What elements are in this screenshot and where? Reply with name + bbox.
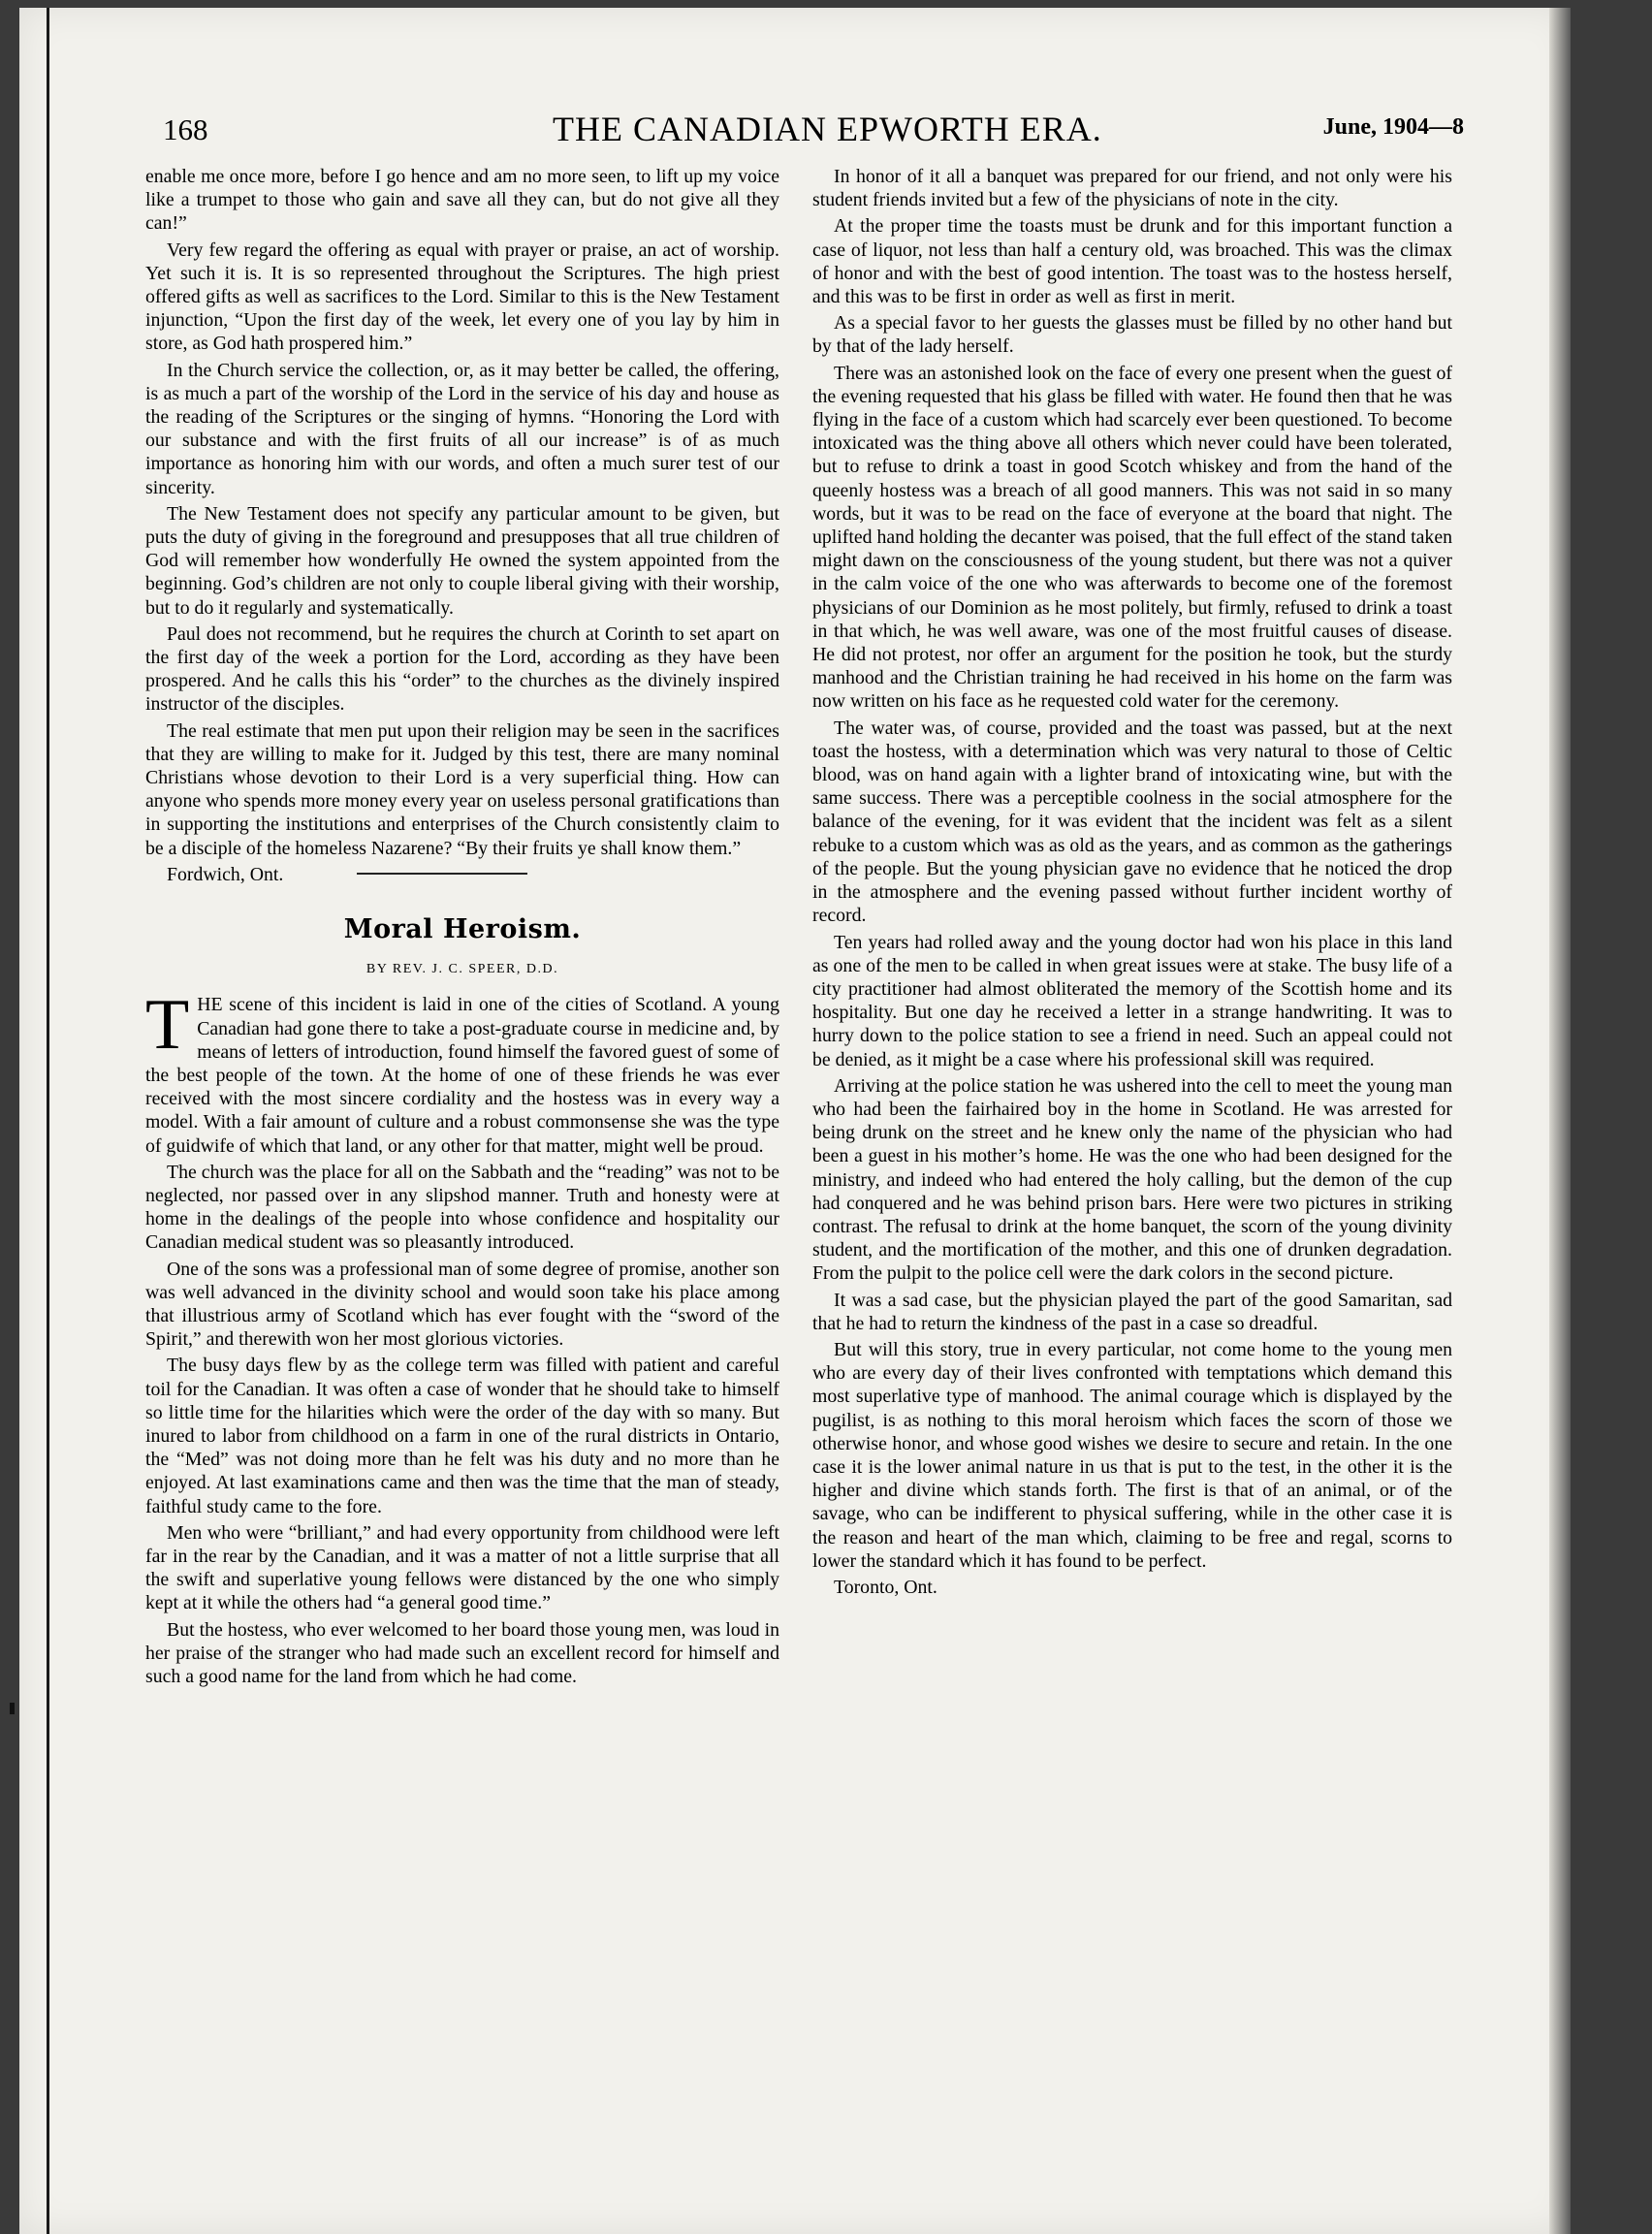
issue-date: June, 1904—8 [1322,114,1464,140]
divider-rule [357,873,527,875]
byline: BY REV. J. C. SPEER, D.D. [365,962,559,977]
page-number: 168 [163,112,208,146]
paragraph: Ten years had rolled away and the young doctor had won his place in this land as one of the men to be called in when great issues were at stake. The busy life of a city practitioner had almost obliterated the memory of the Scottish home and its hospitality. But one day he received a letter in a strange handwriting. It was to hurry down to the police station to see a friend in need. Such an appeal could not be denied, as it might be a case where his professional skill was required. [812,931,1452,1070]
left-column [145,165,779,1691]
article-title: Moral Heroism. [343,914,582,945]
paragraph: Arriving at the police station he was ushered into the cell to meet the young man who had been the fairhaired boy in the home in Scotland. He was arrested for being drunk on the street and he knew only the name of the physician who had been a guest in his mother’s home. He was the one who had been designed for the ministry, and indeed who had entered the holy calling, but the demon of the cup had conquered and he was behind prison bars. Here were two pictures in striking contrast. The refusal to drink at the home banquet, the scorn of the young divinity student, and the mortification of the mother, and this one of drunken degradation. From the pulpit to the police cell were the dark colors in the second picture. [812,1074,1452,1285]
paragraph: As a special favor to her guests the glasses must be filled by no other hand but by that of the lady herself. [812,312,1452,358]
paragraph: In honor of it all a banquet was prepared for our friend, and not only were his student friends invited but a few of the physicians of note in the city. [812,166,1452,211]
drop-cap: T [145,985,190,1066]
signoff: Fordwich, Ont. [167,863,284,885]
paragraph: But will this story, true in every particular, not come home to the young men who are every day of their lives confronted with temptations which demand this most superlative type of manhood. The animal courage which is displayed by the pugilist, is as nothing to this moral heroism which faces the scorn of those we otherwise honor, and whose good wishes we desire to secure and retain. In the one case it is the lower animal nature in us that is put to the test, in the other it is the higher and divine which stands forth. The first is that of an animal, or of the savage, who can be indifferent to physical suffering, while in the other case it is the reason and heart of the man which, claiming to be free and regal, scorns to lower the standard which it has found to be perfect. [812,1338,1452,1572]
paragraph: The New Testament does not specify any particular amount to be given, but puts the duty of giving in the foreground and presupposes that all true children of God will remember how wonderfully He owned the system appointed from the beginning. God’s children are not only to couple liberal giving with their worship, but to do it regularly and systematically. [145,502,779,619]
paragraph: enable me once more, before I go hence and am no more seen, to lift up my voice like a trumpet to those who gain and save all they can, but do not give all they can!” [145,166,779,235]
paragraph: One of the sons was a professional man of some degree of promise, another son was well advanced in the divinity school and would soon take his place among that illustrious army of Scotland which has ever fought with the “sword of the Spirit,” and therewith won her most glorious victories. [145,1258,779,1351]
paragraph: The church was the place for all on the Sabbath and the “reading” was not to be neglected, nor passed over in any slipshod manner. Truth and honesty were at home in the dealings of the people into whose confidence and hospitality our Canadian medical student was so pleasantly introduced. [145,1161,779,1254]
page-header [145,105,1464,153]
paragraph: In the Church service the collection, or, as it may better be called, the offering, is as much a part of the worship of the Lord in the service of his day and house as the reading of the Scriptures or the singing of hymns. “Honoring the Lord with our substance and with the first fruits of all our increase” is of as much importance as honoring him with our words, and often a much surer test of our sincerity. [145,359,779,498]
right-column [812,165,1452,1599]
page-edge-shadow [1549,8,1571,2234]
paragraph: But the hostess, who ever welcomed to her board those young men, was loud in her praise of the stranger who had made such an excellent record for himself and such a good name for the land from which he had come. [145,1618,779,1687]
paragraph: There was an astonished look on the face of every one present when the guest of the evening requested that his glass be filled with water. He found then that he was flying in the face of a custom which had scarcely ever been questioned. To become intoxicated was the thing above all others which never could have been tolerated, but to refuse to drink a toast in good Scotch whiskey and from the hand of the queenly hostess was a breach of all good manners. This was not said in so many words, but it was to be read on the face of everyone at the board that night. The uplifted hand holding the decanter was poised, that the full effect of the stand taken might dawn on the consciousness of the young student, but there was not a quiver in the calm voice of the one who was afterwards to become one of the foremost physicians of our Dominion as he most politely, but firmly, refused to drink a toast in that which, he was well aware, was one of the most fruitful causes of disease. He did not protest, nor offer an argument for the position he took, but the sturdy manhood and the Christian training he had received in his home on the farm was now written on his face as he requested cold water for the ceremony. [812,362,1452,713]
binding-mark [10,1703,15,1714]
paragraph: The real estimate that men put upon their religion may be seen in the sacrifices that they are willing to make for it. Judged by this test, there are many nominal Christians whose devotion to their Lord is a very superficial thing. How can anyone who spends more money every year on useless personal gratifications than in supporting the institutions and enterprises of the Church consistently claim to be a disciple of the homeless Nazarene? “By their fruits ye shall know them.” [145,719,779,859]
paragraph: Men who were “brilliant,” and had every opportunity from childhood were left far in the rear by the Canadian, and it was a matter of not a little surprise that all the swift and superlative young fellows were distanced by the one who simply kept at it while the others had “a general good time.” [145,1521,779,1614]
paragraph-text: HE scene of this incident is laid in one of the cities of Scotland. A young Canadian had gone there to take a post-graduate course in medicine and, by means of letters of introduction, found himself the favored guest of some of the best people of the town. At the home of one of these friends he was ever received with the most sincere cordiality and the hostess was in every way a model. With a fair amount of culture and a robust commonsense she was the type of guidwife of which that land, or any other for that matter, might well be proud. [145,994,779,1157]
journal-title: THE CANADIAN EPWORTH ERA. [553,110,1102,148]
binding-edge [47,8,49,2234]
paragraph: At the proper time the toasts must be drunk and for this important function a case of liquor, not less than half a century old, was broached. This was the climax of honor and with the best of good intention. The toast was to the hostess herself, and this was to be first in order as well as first in merit. [812,215,1452,308]
paragraph: Very few regard the offering as equal with prayer or praise, an act of worship. Yet such it is. It is so represented throughout the Scriptures. The high priest offered gifts as well as sacrifices to the Lord. Similar to this is the New Testament injunction, “Upon the first day of the week, let every one of you lay by him in store, as God hath prospered him.” [145,239,779,355]
signoff: Toronto, Ont. [834,1576,937,1598]
paragraph: The water was, of course, provided and the toast was passed, but at the next toast the hostess, with a determination which was very natural to those of Celtic blood, was on hand again with a lighter brand of intoxicating wine, but with the same success. There was a perceptible coolness in the social atmosphere for the balance of the evening, for it was evident that the incident was felt as a silent rebuke to a custom which was as old as the years, and as common as the gatherings of the people. But the young physician gave no evidence that he noticed the drop in the atmosphere and the evening passed without further incident worthy of record. [812,717,1452,927]
paragraph: Paul does not recommend, but he requires the church at Corinth to set apart on the first day of the week a portion for the Lord, according as they have been prospered. And he calls this his “order” to the churches as the divinely inspired instructor of the disciples. [145,622,779,716]
paragraph: The busy days flew by as the college term was filled with patient and careful toil for the Canadian. It was often a case of wonder that he should take to himself so little time for the hilarities which were the order of the day with so many. But inured to labor from childhood on a farm in one of the rural districts in Ontario, the “Med” was not doing more than he felt was his duty and no more than he enjoyed. At last examinations came and then was the time that the man of steady, faithful study came to the fore. [145,1355,779,1517]
paragraph-first [145,985,779,1157]
paragraph: It was a sad case, but the physician played the part of the good Samaritan, sad that he had to return the kindness of the past in a case so dreadful. [812,1289,1452,1334]
